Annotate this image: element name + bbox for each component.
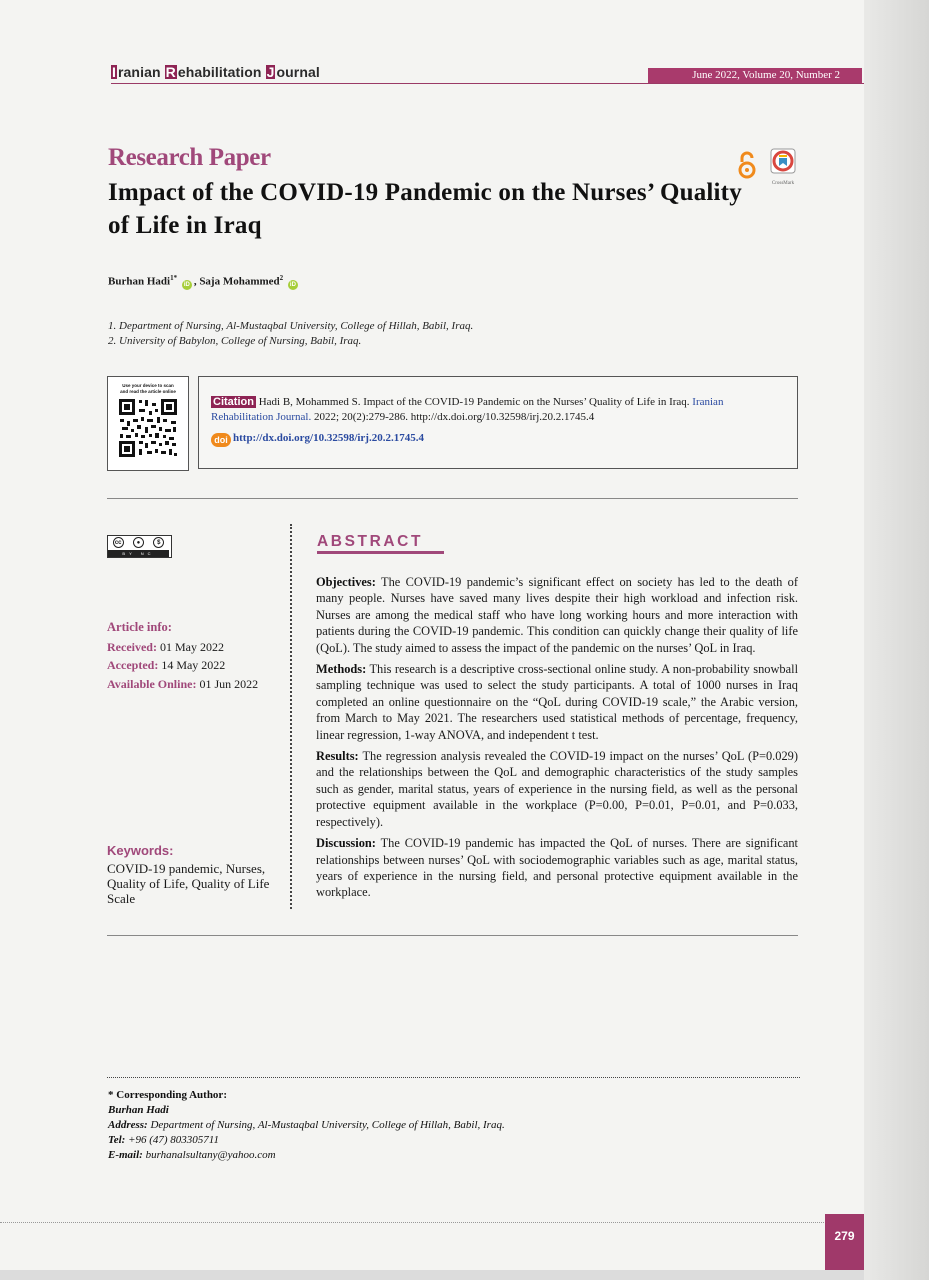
doi-icon: doi: [211, 433, 231, 447]
affiliation-1: 1. Department of Nursing, Al-Mustaqbal University, College of Hillah, Babil, Iraq.: [108, 320, 474, 332]
qr-caption-line1: Use your device to scan: [122, 383, 174, 388]
citation-journal-link[interactable]: Iranian Rehabilitation Journal.: [211, 396, 724, 423]
doi-link[interactable]: http://dx.doi.org/10.32598/irj.20.2.1745.4: [233, 432, 424, 444]
author-2-name: , Saja Mohammed: [193, 275, 280, 288]
qr-box: [107, 376, 189, 471]
affiliation-2: 2. University of Babylon, College of Nursing, Babil, Iraq.: [108, 335, 362, 347]
objectives-text: The COVID-19 pandemic’s significant effect on society has led to the death of many people. Nurses have saved many lives despite their high workload and infection risk. Nurses are among the medical staff who have long working hours and more interaction with patients during the COVID-19 pandemic. This condition can quickly change their quality of life (QoL). The study aimed to assess the impact of the pandemic on the nurses’ QoL in Iraq.: [316, 575, 799, 655]
nc-icon: $: [153, 537, 164, 548]
results-label: Results:: [316, 749, 359, 764]
cc-license-badge[interactable]: [107, 535, 172, 558]
open-access-icon: [736, 150, 758, 180]
citation-text: [211, 395, 783, 425]
cc-icons: [108, 536, 169, 549]
abstract-objectives: [316, 574, 798, 656]
author-1-name: Burhan Hadi: [108, 275, 171, 288]
qr-caption-line2: and read the article online: [120, 389, 176, 394]
corr-tel-label: Tel:: [108, 1134, 126, 1146]
orcid-icon[interactable]: iD: [183, 281, 190, 288]
abstract-underline: [317, 551, 444, 554]
corr-address: Department of Nursing, Al-Mustaqbal University, College of Hillah, Babil, Iraq.: [150, 1119, 505, 1131]
crossmark-icon: [770, 148, 796, 176]
citation-body: Hadi B, Mohammed S. Impact of the COVID-19 Pandemic on the Nurses’ Quality of Life in Iraq.: [258, 396, 690, 408]
author-1-sup: 1*: [170, 274, 178, 282]
keywords-text: COVID-19 pandemic, Nurses, Quality of Life, Quality of Life Scale: [107, 861, 270, 906]
header-rule: [111, 83, 864, 84]
cc-bar-label: BY NC: [108, 550, 169, 557]
footnote-divider: [107, 1077, 800, 1078]
corresponding-author: [108, 1088, 505, 1163]
corr-heading: * Corresponding Author:: [108, 1089, 227, 1101]
citation-ref: 2022; 20(2):279-286. http://dx.doi.org/10.32598/irj.20.2.1745.4: [313, 411, 595, 423]
accepted-date: 14 May 2022: [161, 658, 226, 672]
doi-row: [211, 431, 783, 447]
journal-cap-j: J: [266, 64, 275, 80]
qr-caption: [108, 383, 188, 395]
abstract-body: [316, 574, 798, 906]
corr-email-label: E-mail:: [108, 1149, 143, 1161]
column-divider: [290, 524, 292, 909]
corr-tel: +96 (47) 803305711: [128, 1134, 219, 1146]
discussion-label: Discussion:: [316, 836, 376, 851]
paper-type: Research Paper: [108, 144, 271, 171]
footer-rule: [0, 1222, 864, 1223]
journal-cap-r: R: [165, 64, 176, 80]
citation-box: [198, 376, 798, 469]
abstract-heading: ABSTRACT: [317, 533, 424, 550]
by-icon: ●: [133, 537, 144, 548]
accepted-row: [107, 658, 225, 673]
corr-email[interactable]: burhanalsultany@yahoo.com: [145, 1149, 276, 1161]
qr-code-icon[interactable]: [117, 397, 179, 459]
journal-part-1: ranian: [118, 64, 165, 80]
journal-part-2: ehabilitation: [177, 64, 266, 80]
affiliations: [108, 319, 473, 349]
journal-part-3: ournal: [276, 64, 320, 80]
objectives-label: Objectives:: [316, 575, 376, 589]
paper-title: Impact of the COVID-19 Pandemic on the Nurses’ Quality of Life in Iraq: [108, 179, 742, 239]
corr-name: Burhan Hadi: [108, 1104, 169, 1116]
crossmark-label: CrossMark: [771, 181, 795, 186]
received-label: Received:: [107, 640, 157, 654]
page-gutter: [864, 0, 929, 1280]
abstract-discussion: [316, 835, 798, 901]
abstract-methods: [316, 661, 798, 743]
accepted-label: Accepted:: [107, 658, 159, 672]
discussion-text: The COVID-19 pandemic has impacted the QoL of nurses. There are significant relationships between nurses’ QoL with sociodemographic variables such as age, marital status, years of experience in the nursing field, and personal protective equipment available in the workplace.: [316, 836, 799, 900]
authors: [108, 274, 300, 290]
online-date: 01 Jun 2022: [199, 677, 259, 691]
methods-label: Methods:: [316, 662, 367, 677]
cc-icon: cc: [113, 537, 124, 548]
issue-band: June 2022, Volume 20, Number 2: [648, 68, 862, 83]
author-2-sup: 2: [279, 274, 284, 282]
divider-bottom: [107, 935, 798, 936]
journal-name: [111, 64, 320, 80]
methods-text: This research is a descriptive cross-sectional online study. A non-probability snowball sampling technique was used to select the study participants. A total of 1000 nurses in Iraq completed an online questionnaire on the “QoL during COVID-19 scale,” the Arabic version, from March to May 2021. The researchers used statistical methods of percentage, frequency, linear regression, 1-way ANOVA, and independent t test.: [316, 662, 799, 742]
abstract-results: [316, 748, 798, 830]
journal-cap-i: I: [112, 64, 116, 80]
citation-label: Citation: [213, 396, 254, 408]
results-text: The regression analysis revealed the COVID-19 impact on the nurses’ QoL (P=0.029) and the relationships between the QoL and demographic characteristics of the study samples such as gender, marital status, years of experience in the nursing field, as well as the personal protective equipment available in the workplace (P=0.00, P=0.01, P=0.01, and P=0.033, respectively).: [316, 749, 798, 829]
received-row: [107, 640, 224, 655]
orcid-icon[interactable]: iD: [289, 281, 296, 288]
received-date: 01 May 2022: [159, 640, 224, 654]
online-label: Available Online:: [107, 677, 197, 691]
divider-top: [107, 498, 798, 499]
online-row: [107, 677, 258, 692]
corr-address-label: Address:: [108, 1119, 148, 1131]
article-info-heading: Article info:: [107, 620, 172, 634]
page-number: 279: [825, 1214, 864, 1270]
crossmark-badge[interactable]: [766, 148, 800, 188]
keywords-heading: Keywords:: [107, 843, 174, 858]
